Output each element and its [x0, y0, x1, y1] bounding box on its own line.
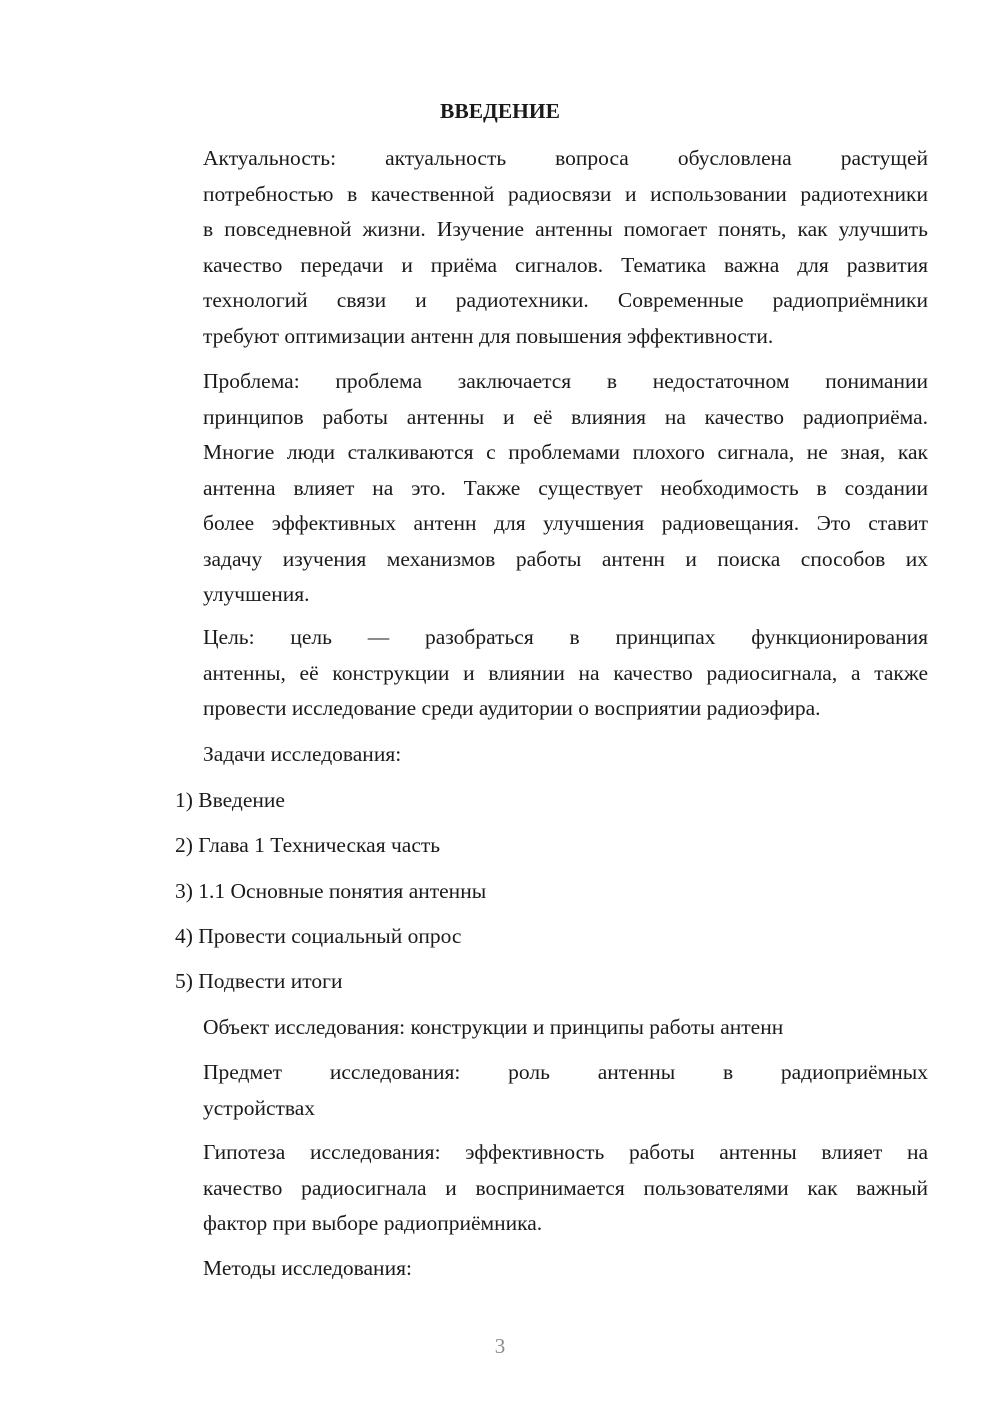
paragraph-line: качество передачи и приёма сигналов. Тематика важна для развития	[203, 252, 928, 277]
task-item: 1) Введение	[175, 788, 285, 812]
paragraph-line: улучшения.	[203, 582, 310, 606]
paragraph-line: задачу изучения механизмов работы антенн и поиска способов их	[203, 546, 928, 571]
hypothesis-paragraph	[143, 1135, 928, 1242]
task-item: 3) 1.1 Основные понятия антенны	[175, 879, 487, 903]
task-item: 4) Провести социальный опрос	[175, 924, 462, 948]
subject-paragraph	[143, 1055, 928, 1126]
paragraph-line: качество радиосигнала и воспринимается пользователями как важный	[203, 1175, 928, 1200]
paragraph-line: Актуальность: актуальность вопроса обусловлена растущей	[203, 146, 928, 170]
tasks-title: Задачи исследования:	[203, 742, 402, 766]
paragraph-line: требуют оптимизации антенн для повышения эффективности.	[203, 323, 774, 348]
object-line: Объект исследования: конструкции и принципы работы антенн	[203, 1015, 784, 1039]
paragraph-line: фактор при выборе радиоприёмника.	[203, 1211, 543, 1235]
paragraph-line: более эффективных антенн для улучшения радиовещания. Это ставит	[203, 511, 928, 535]
paragraph-line: в повседневной жизни. Изучение антенны помогает понять, как улучшить	[203, 217, 928, 241]
paragraph-line: технологий связи и радиотехники. Современные радиоприёмники	[203, 288, 928, 312]
paragraph-line: Цель: цель — разобраться в принципах функционирования	[203, 625, 928, 649]
paragraph-line: Многие люди сталкиваются с проблемами плохого сигнала, не зная, как	[203, 440, 928, 464]
paragraph-line: потребностью в качественной радиосвязи и использовании радиотехники	[203, 181, 928, 206]
relevance-paragraph	[143, 141, 928, 354]
problem-paragraph	[143, 364, 928, 613]
paragraph-line: антенна влияет на это. Также существует необходимость в создании	[203, 475, 928, 500]
methods-title: Методы исследования:	[203, 1256, 412, 1280]
page-number: 3	[494, 1334, 506, 1358]
paragraph-line: антенны, её конструкции и влиянии на качество радиосигнала, а также	[203, 660, 928, 685]
page-title: ВВЕДЕНИЕ	[440, 99, 560, 123]
goal-paragraph	[143, 620, 928, 727]
paragraph-line: устройствах	[203, 1095, 316, 1120]
paragraph-line: принципов работы антенны и её влияния на качество радиоприёма.	[203, 404, 928, 429]
paragraph-line: Проблема: проблема заключается в недостаточном понимании	[203, 369, 928, 393]
paragraph-line: Предмет исследования: роль антенны в радиоприёмных	[203, 1060, 928, 1084]
task-item: 2) Глава 1 Техническая часть	[175, 833, 441, 857]
paragraph-line: провести исследование среди аудитории о восприятии радиоэфира.	[203, 696, 821, 720]
task-item: 5) Подвести итоги	[175, 969, 343, 993]
paragraph-line: Гипотеза исследования: эффективность работы антенны влияет на	[203, 1140, 928, 1164]
